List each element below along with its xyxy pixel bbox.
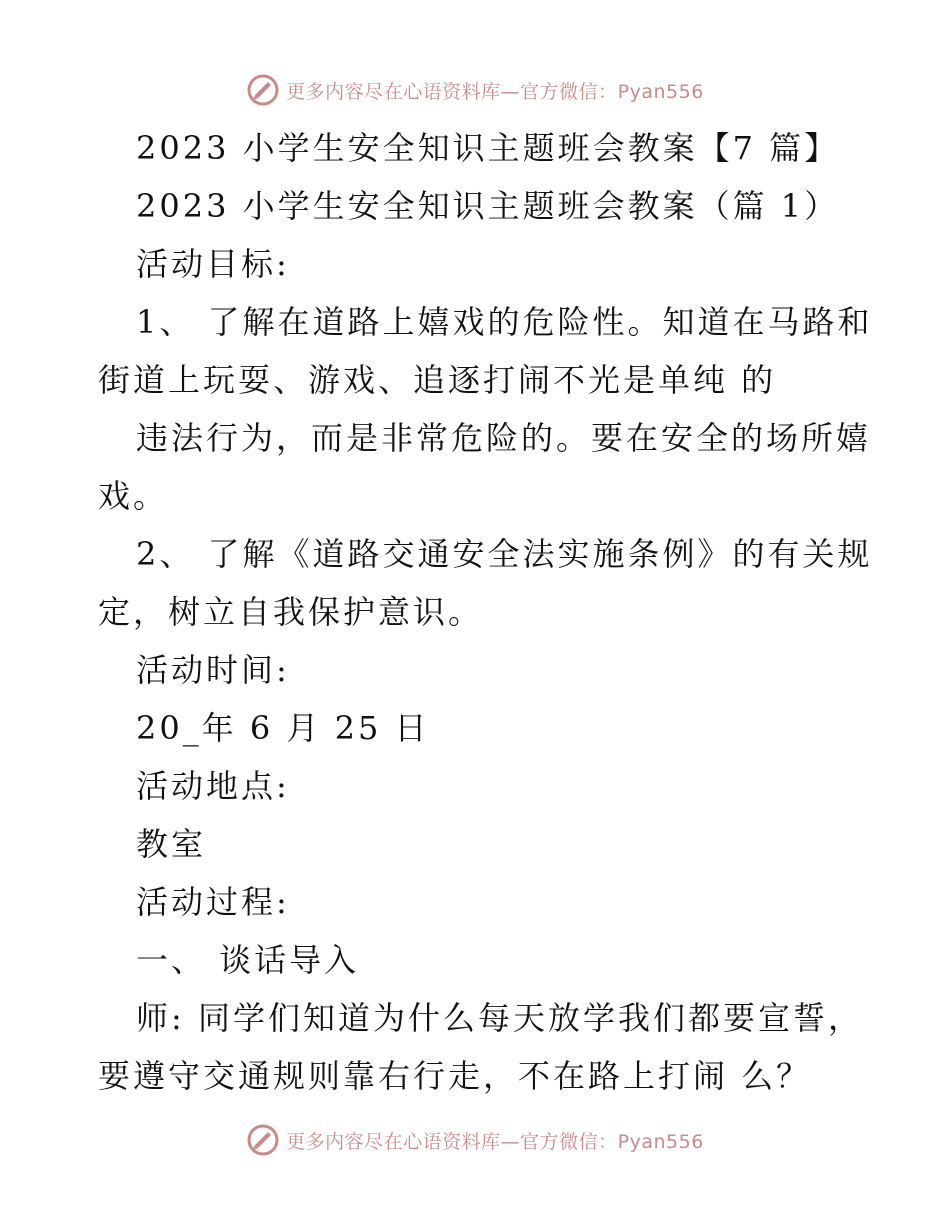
footer-watermark-banner [0, 1120, 950, 1160]
activity-location: 教室 [136, 825, 207, 863]
step-heading: 一、 谈话导入 [136, 941, 360, 979]
activity-date: 20_年 6 月 25 日 [136, 709, 430, 747]
section-heading-goals: 活动目标: [136, 245, 290, 283]
document-subtitle: 2023 小学生安全知识主题班会教案（篇 1） [136, 187, 840, 225]
paragraph-line: 违法行为，而是非常危险的。要在安全的场所嬉 [136, 419, 872, 457]
section-heading-process: 活动过程: [136, 883, 290, 921]
paragraph-line: 定，树立自我保护意识。 [98, 593, 484, 631]
paragraph-line: 1、 了解在道路上嬉戏的危险性。知道在马路和 [136, 303, 873, 341]
section-heading-time: 活动时间: [136, 651, 290, 689]
header-watermark-banner [0, 70, 950, 110]
paragraph-line: 2、 了解《道路交通安全法实施条例》的有关规 [136, 535, 873, 573]
paragraph-line: 要遵守交通规则靠右行走，不在路上打闹 么？ [98, 1057, 812, 1095]
paragraph-line: 戏。 [98, 477, 169, 515]
document-title: 2023 小学生安全知识主题班会教案【7 篇】 [136, 129, 840, 167]
seal-logo-icon [246, 73, 280, 107]
section-heading-location: 活动地点: [136, 767, 290, 805]
seal-logo-icon [246, 1123, 280, 1157]
watermark-text: 更多内容尽在心语资料库—官方微信：Pyan556 [286, 1130, 704, 1153]
watermark-text: 更多内容尽在心语资料库—官方微信：Pyan556 [286, 80, 704, 103]
paragraph-line: 街道上玩耍、游戏、追逐打闹不光是单纯 的 [98, 361, 777, 399]
paragraph-line: 师: 同学们知道为什么每天放学我们都要宣誓， [136, 999, 863, 1037]
